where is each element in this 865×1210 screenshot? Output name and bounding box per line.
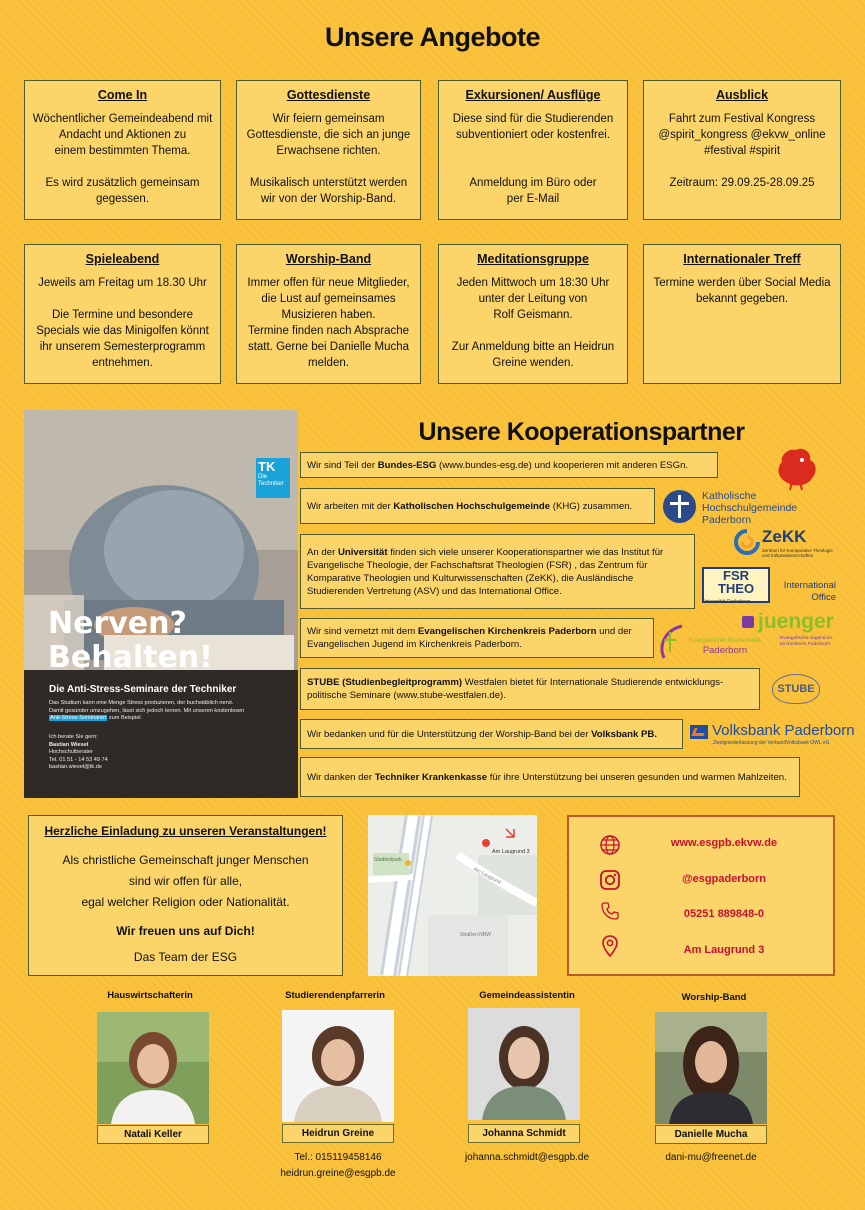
partner-item-kirchenkreis [300,618,654,658]
juenger-logo-text: juenger [758,610,834,633]
partner-item-techniker [300,757,800,797]
phone-link[interactable]: 05251 889848-0 [683,908,765,920]
portrait-illustration [282,1010,394,1122]
offer-card-spieleabend [24,244,221,384]
tk-brand: Die Techniker [258,474,284,487]
offer-title: Worship-Band [285,252,372,266]
ad-body-line-2: Damit gesünder umzugehen, lässt sich jedoch lernen. Mit unseren kostenlosen [49,707,245,714]
ad-contact-phone: Tel. 01 51 - 14 53 49 74 [49,756,108,763]
location-map[interactable] [368,815,537,976]
avatar-natali-keller [97,1012,209,1124]
offer-text: Diese sind für die Studierenden subventioniert oder kostenfrei. Anmeldung im Büro oder per E-Mail [452,113,614,205]
partners-title: Unsere Kooperationspartner [418,418,745,446]
ad-body-end: zum Beispiel. [108,715,143,721]
kirchenkreis-logo-line-2: Paderborn [702,645,748,656]
offer-text: Wir feiern gemeinsam Gottesdienste, die sich an junge Erwachsene richten. Musikalisch unterstützt werden wir von der Worship-Band. [246,113,411,205]
tk-logo [256,458,290,498]
fsr-line-1: FSR [723,568,749,583]
team-contact-3 [621,1150,801,1166]
offer-title: Ausblick [715,88,769,102]
portrait-illustration [655,1012,767,1124]
offer-card-ausblick [643,80,841,220]
map-place-1: Stadtteilpark [374,857,402,863]
partner-item-khg [300,488,655,524]
instagram-link[interactable]: @esgpaderborn [681,873,767,885]
zekk-swirl-icon [733,528,761,556]
offer-title: Gottesdienste [286,88,371,102]
partner-text [307,459,688,472]
phone-icon [600,901,620,921]
team-phone: Tel.: 015119458146 [294,1152,382,1163]
team-email[interactable]: johanna.schmidt@esgpb.de [464,1152,590,1163]
fsr-theo-logo [702,567,770,603]
invitation-heading: Herzliche Einladung zu unseren Veranstaltungen! [44,824,327,838]
portrait-illustration [97,1012,209,1124]
location-pin-icon [602,935,618,957]
kirchenkreis-logo-line-1: Evangelischer Kirchenkreis [688,638,762,644]
avatar-danielle-mucha [655,1012,767,1124]
stube-logo: STUBE [772,674,820,704]
volksbank-logo-sub: Zweigniederlassung der VerbundVolksbank OWL eG [713,740,830,746]
international-office-logo [779,580,836,604]
offer-card-exkursionen [438,80,628,220]
offer-title: Meditationsgruppe [477,252,589,266]
zekk-logo-sub: Zentrum für Komparative Theologie und Kulturwissenschaften [762,548,833,558]
map-street-label: Am Laugrund [472,866,502,886]
partner-text-bold: Katholischen Hochschulgemeinde [393,500,551,512]
partner-text [307,728,657,741]
map-illustration [368,815,537,976]
partner-text-post: für ihre Unterstützung bei unseren gesunden und warmen Mahlzeiten. [487,771,787,783]
partner-text-bold: Universität [337,546,388,558]
team-email[interactable]: heidrun.greine@esgpb.de [280,1168,396,1179]
avatar-johanna-schmidt [468,1008,580,1120]
page-title: Unsere Angebote [324,22,541,52]
offer-title: Spieleabend [85,252,160,266]
team-name-2: Johanna Schmidt [468,1124,580,1143]
invitation-line-2: sind wir offen für alle, [128,874,243,888]
ad-contact [49,734,108,772]
team-contact-1 [248,1150,428,1182]
io-line-2: Office [811,592,836,603]
partner-item-universitaet [300,534,695,609]
partner-text-post: und der Evangelischen Jugend im Kirchenkreis Paderborn. [307,626,632,650]
ad-headline-2: Behalten! [48,640,213,675]
offer-card-worship-band [236,244,421,384]
offer-text: Jeden Mittwoch um 18:30 Uhr unter der Leitung von Rolf Geismann. Zur Anmeldung bitte an Heidrun Greine wenden. [451,277,615,369]
offer-text: Termine werden über Social Media bekannt gegeben. [653,277,831,305]
ad-contact-role: Hochschulberater [49,749,93,755]
partner-text-pre: Wir arbeiten mit der [307,500,394,512]
team-contact-2 [437,1150,617,1166]
offer-title: Internationaler Treff [683,252,801,266]
partner-item-stube [300,668,760,710]
invitation-line-1: Als christliche Gemeinschaft junger Menschen [62,853,309,867]
instagram-icon [599,869,621,891]
rooster-logo-icon [772,446,820,492]
khg-logo-text [702,490,797,526]
partner-text-pre: Wir sind vernetzt mit dem [307,626,418,637]
map-pin-label: Am Laugrund 3 [492,849,530,855]
fsr-logo-sub: Universität Paderborn [702,599,751,605]
ad-contact-intro: Ich berate Sie gern: [49,734,98,740]
offer-text: Immer offen für neue Mitglieder, die Lust auf gemeinsames Musizieren haben. Termine finden nach Absprache statt. Gerne bei Danielle Mucha melden. [247,277,410,369]
ad-headline-1: Nerven? [48,606,187,641]
partner-text-post: finden sich viele unserer Kooperationspartner wie das Institut für Evangelische Theologie, der Fachschaftsrat Theologien (FSR) , das Zentrum für Komparative Theologien und Kulturwissenschaften (ZeKK), die Ausländische Studierenden Vertretung (ASV) und das International Office. [307,546,664,597]
team-name-0: Natali Keller [97,1125,209,1144]
partner-text-pre: Wir sind Teil der [307,459,378,471]
offer-title: Exkursionen/ Ausflüge [465,88,601,102]
tk-logo-mark: TK [258,459,276,474]
partner-item-bundes-esg [300,452,718,478]
techniker-ad [24,410,298,798]
invitation-line-3: egal welcher Religion oder Nationalität. [81,895,290,909]
partner-text [307,500,632,513]
offer-card-gottesdienste [236,80,421,220]
khg-line-2: Hochschulgemeinde [702,502,798,514]
ad-body-highlight: Anti-Stress-Seminaren [50,715,107,721]
website-link[interactable]: www.esgpb.ekvw.de [670,837,778,849]
team-role-0: Hauswirtschafterin [107,990,193,1001]
partner-text [307,676,753,702]
partner-text [307,546,688,598]
fsr-line-2: THEO [717,581,755,596]
globe-icon [599,834,621,856]
avatar-heidrun-greine [282,1010,394,1122]
khg-line-1: Katholische [702,490,757,502]
partner-text-pre: An der [307,546,338,558]
offer-card-come-in [24,80,221,220]
partner-text [307,771,787,784]
team-name-1: Heidrun Greine [282,1124,394,1143]
team-name-3: Danielle Mucha [655,1125,767,1144]
offer-text: Jeweils am Freitag um 18.30 Uhr Die Termine und besondere Specials wie das Minigolfen könnt ihr unserem Semesterprogramm entnehmen. [36,277,209,369]
partner-text-pre: Wir danken der [307,771,375,783]
khg-logo-icon [663,490,696,523]
io-line-1: International [783,580,836,591]
team-email[interactable]: dani-mu@freenet.de [665,1152,757,1163]
offer-title: Come In [97,88,148,102]
partner-text-post: Westfalen bietet für Internationale Studierende entwicklungs-politische Seminare (www.stube-westfalen.de). [307,677,724,701]
ad-body-line-1: Das Studium kann eine Menge Stress produzieren, der buchstäblich nervt. [49,700,234,706]
partner-text-pre: Wir bedanken und für die Unterstützung der Worship-Band bei der [307,728,592,740]
contact-box [567,815,835,976]
partner-text-bold: Evangelischen Kirchenkreis Paderborn [417,626,597,637]
address-text: Am Laugrund 3 [683,944,765,956]
partner-text-post: (www.bundes-esg.de) und kooperieren mit anderen ESGn. [436,459,689,471]
partner-text [307,625,647,651]
juenger-logo-sub: Evangelische Jugend im Kirchenkreis Paderborn [780,636,832,647]
partner-text-bold: Techniker Krankenkasse [374,771,488,783]
offer-text: Fahrt zum Festival Kongress @spirit_kongress @ekvw_online #festival #spirit Zeitraum: 29.09.25-28.09.25 [658,113,826,189]
ad-contact-email: bastian.wiesel@tk.de [49,764,102,770]
partner-item-volksbank [300,719,683,749]
offer-card-internationaler-treff [643,244,841,384]
ad-subtitle: Die Anti-Stress-Seminare der Techniker [49,684,237,695]
ad-body [49,700,289,723]
partner-text-bold: STUBE (Studienbegleitprogramm) [307,677,463,688]
volksbank-logo-text: Volksbank Paderborn [712,722,855,739]
zekk-logo-text: ZeKK [762,527,807,546]
offer-card-meditationsgruppe [438,244,628,384]
volksbank-mark-icon [690,725,708,739]
team-role-1: Studierendenpfarrerin [285,990,385,1001]
invitation-bold-line: Wir freuen uns auf Dich! [116,924,255,938]
ad-contact-name: Bastian Wiesel [49,741,89,748]
partner-text-post: (KHG) zusammen. [550,500,633,512]
team-role-2: Gemeindeassistentin [479,990,575,1001]
team-role-3: Worship-Band [681,992,747,1003]
khg-line-3: Paderborn [702,514,752,526]
portrait-illustration [468,1008,580,1120]
ad-body-line-3 [49,715,289,723]
map-place-2: Straßen.NRW [460,932,492,938]
invitation-signature: Das Team der ESG [133,950,238,964]
invitation-box [28,815,343,976]
offer-text: Wöchentlicher Gemeindeabend mit Andacht und Aktionen zu einem bestimmten Thema. Es wird zusätzlich gemeinsam gegessen. [32,113,213,205]
partner-text-bold: Volksbank PB. [591,728,657,740]
partner-text-bold: Bundes-ESG [377,459,437,471]
juenger-mark-icon [742,616,754,628]
